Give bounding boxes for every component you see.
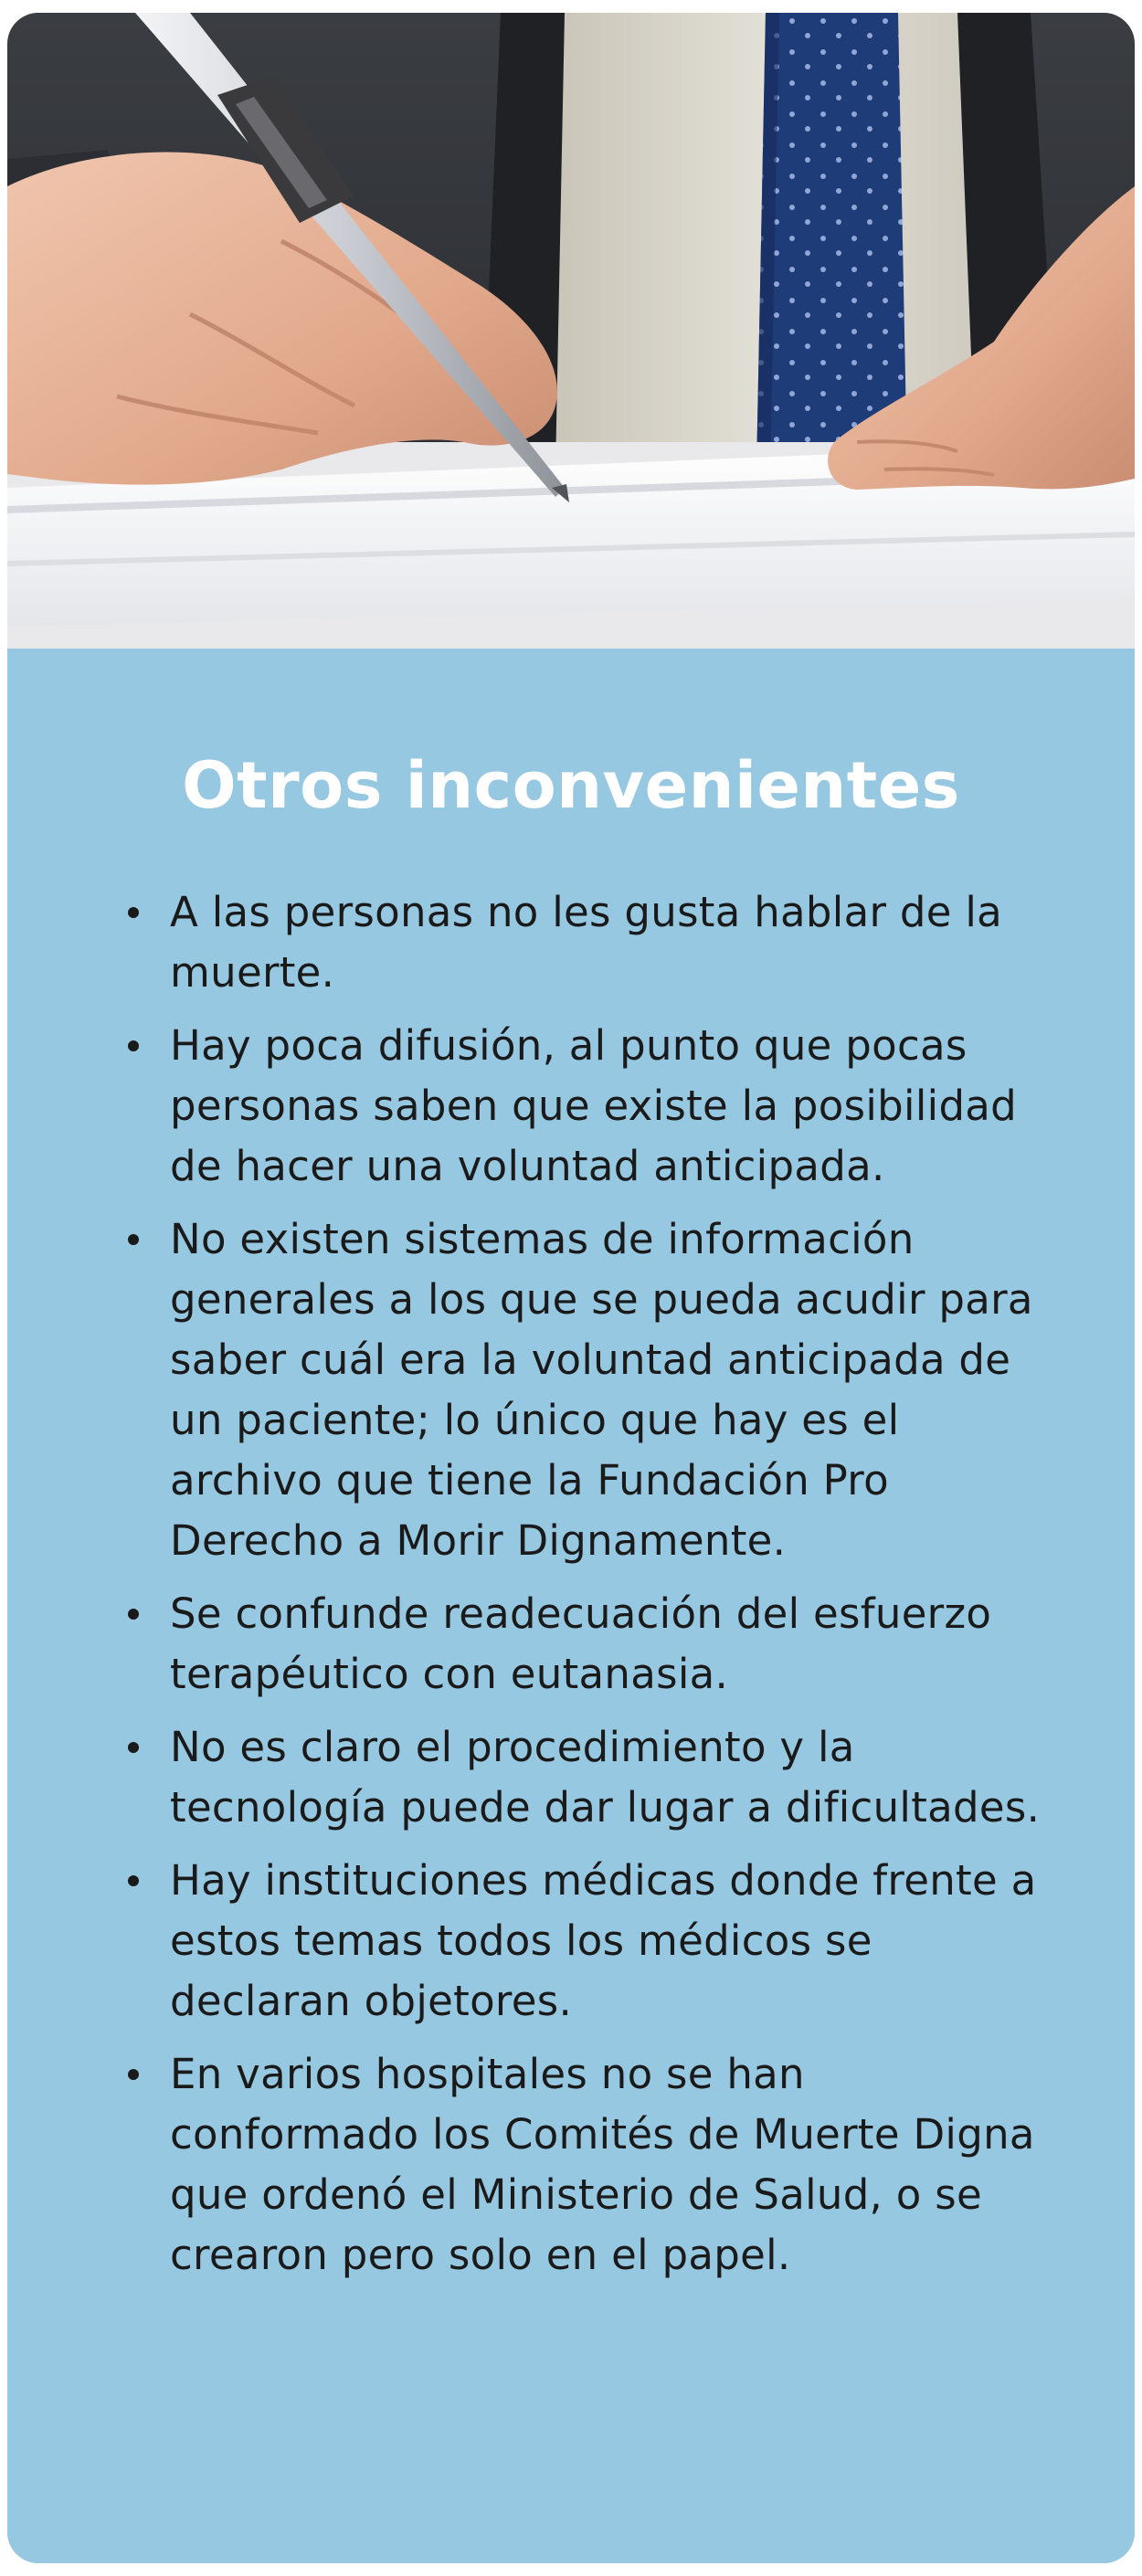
content-panel [7,649,1135,2563]
list-item-text: No es claro el procedimiento y la tecnología puede dar lugar a dificultades. [170,1723,1041,1832]
list-item [128,882,1042,1003]
panel-title: Otros inconvenientes [182,748,960,823]
bullet-icon [128,1040,139,1051]
header-photo [7,13,1135,649]
list-item [128,2044,1042,2286]
list-item [128,1584,1042,1705]
list-item [128,1717,1042,1838]
list-item-text: Hay instituciones médicas donde frente a estos temas todos los médicos se declaran objetores. [170,1856,1037,2025]
bullet-icon [128,2069,139,2080]
bullet-icon [128,907,139,918]
info-card [7,13,1135,2563]
list-item [128,1016,1042,1197]
list-item-text: Hay poca difusión, al punto que pocas personas saben que existe la posibilidad de hacer una voluntad anticipada. [170,1021,1018,1190]
list-item-text: Se confunde readecuación del esfuerzo terapéutico con eutanasia. [170,1589,992,1698]
list-item-text: A las personas no les gusta hablar de la muerte. [170,888,1003,997]
list-item [128,1209,1042,1571]
list-item-text: En varios hospitales no se han conformado los Comités de Muerte Digna que ordenó el Ministerio de Salud, o se crearon pero solo en el papel. [170,2050,1035,2279]
bullet-icon [128,1875,139,1886]
bullet-icon [128,1742,139,1753]
list-item [128,1851,1042,2032]
inconvenientes-list [128,882,1042,2298]
list-item-text: No existen sistemas de información generales a los que se pueda acudir para saber cuál era la voluntad anticipada de un paciente; lo único que hay es el archivo que tiene la Fundación Pro Derecho a Morir Dignamente. [170,1215,1033,1565]
bullet-icon [128,1234,139,1245]
signing-document-illustration [7,13,1135,649]
tie-shape [756,13,907,470]
bullet-icon [128,1609,139,1620]
